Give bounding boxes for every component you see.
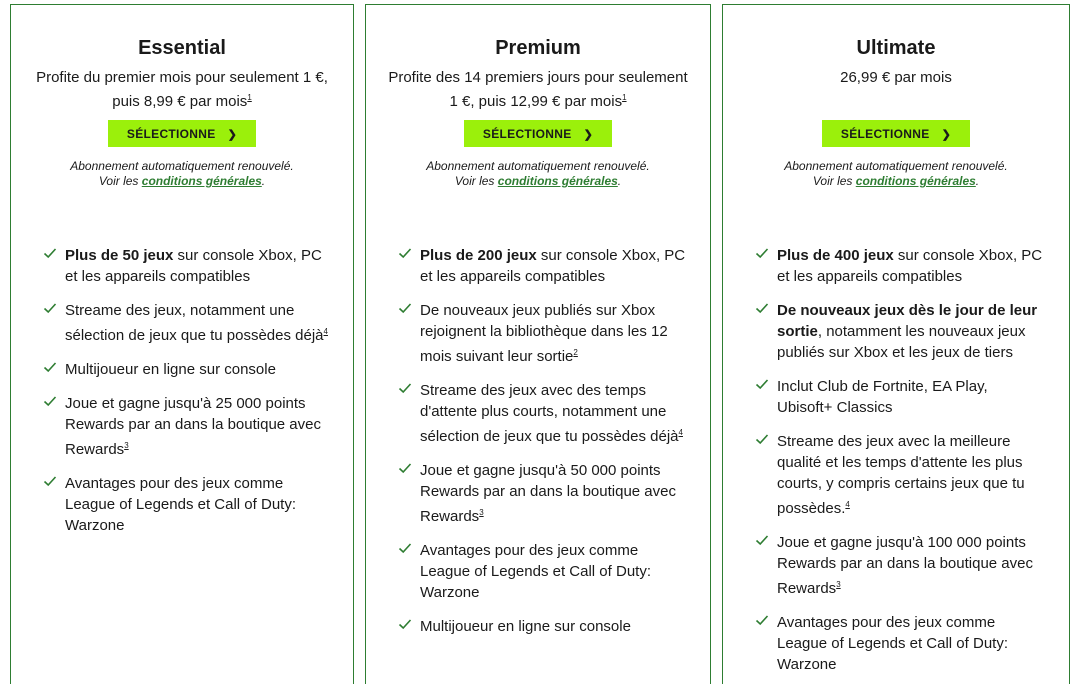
feature-text: Streame des jeux avec des temps d'attente plus courts, notamment une sélection de jeux que tu possèdes déjà: [420, 382, 679, 445]
feature-list: [11, 245, 353, 536]
price-line-1: Profite du premier mois pour seulement 1 €,: [36, 69, 328, 86]
feature-item: [45, 473, 331, 536]
footnote-link[interactable]: 1: [622, 93, 627, 102]
feature-text: Joue et gagne jusqu'à 50 000 points Rewards par an dans la boutique avec Rewards: [420, 462, 676, 525]
checkmark-icon: [43, 474, 57, 488]
renewal-notice: [11, 159, 353, 189]
feature-text: Multijoueur en ligne sur console: [65, 361, 276, 378]
checkmark-icon: [398, 301, 412, 315]
plan-title: Premium: [495, 37, 581, 59]
renewal-suffix: .: [261, 174, 266, 188]
checkmark-icon: [43, 360, 57, 374]
price-line-2: 1 €, puis 12,99 € par mois: [449, 93, 623, 110]
renewal-prefix: Voir les: [454, 174, 495, 188]
feature-text: sur console Xbox, PC et les appareils compatibles: [65, 247, 322, 285]
renewal-text: Abonnement automatiquement renouvelé.: [70, 159, 294, 173]
feature-text: De nouveaux jeux publiés sur Xbox rejoignent la bibliothèque dans les 12 mois suivant leur sortie: [420, 302, 668, 365]
checkmark-icon: [755, 533, 769, 547]
select-button-label: SÉLECTIONNE: [840, 126, 930, 141]
feature-item: [45, 393, 331, 460]
feature-item: [400, 540, 688, 603]
select-button-label: SÉLECTIONNE: [126, 126, 216, 141]
plan-price: [366, 68, 710, 110]
footnote-link[interactable]: 3: [124, 441, 129, 450]
feature-item: [45, 359, 331, 380]
terms-link[interactable]: conditions générales: [855, 174, 976, 188]
feature-text: Joue et gagne jusqu'à 100 000 points Rewards par an dans la boutique avec Rewards: [777, 534, 1033, 597]
checkmark-icon: [755, 432, 769, 446]
renewal-prefix: Voir les: [98, 174, 139, 188]
footnote-link[interactable]: 4: [323, 327, 328, 336]
feature-item: [757, 431, 1047, 519]
select-plan-button[interactable]: [108, 120, 256, 147]
feature-highlight: Plus de 400 jeux: [777, 247, 894, 264]
feature-item: [757, 532, 1047, 599]
feature-item: [757, 612, 1047, 675]
checkmark-icon: [398, 541, 412, 555]
feature-item: [400, 380, 688, 447]
checkmark-icon: [755, 377, 769, 391]
select-plan-button[interactable]: [464, 120, 612, 147]
feature-list: [723, 245, 1069, 675]
feature-text: , notamment les nouveaux jeux publiés sur Xbox et les jeux de tiers: [777, 323, 1026, 361]
renewal-notice: [723, 159, 1069, 189]
select-plan-button[interactable]: [822, 120, 970, 147]
price-line-1: 26,99 € par mois: [840, 69, 952, 86]
checkmark-icon: [398, 246, 412, 260]
checkmark-icon: [755, 613, 769, 627]
checkmark-icon: [43, 394, 57, 408]
footnote-link[interactable]: 3: [479, 508, 484, 517]
feature-highlight: Plus de 50 jeux: [65, 247, 174, 264]
plan-card-essential: [10, 4, 354, 684]
feature-item: [400, 460, 688, 527]
price-line-1: Profite des 14 premiers jours pour seulement: [388, 69, 688, 86]
renewal-suffix: .: [975, 174, 980, 188]
renewal-text: Abonnement automatiquement renouvelé.: [784, 159, 1008, 173]
feature-text: Joue et gagne jusqu'à 25 000 points Rewards par an dans la boutique avec Rewards: [65, 395, 321, 458]
renewal-notice: [366, 159, 710, 189]
plan-title: Essential: [138, 37, 226, 59]
checkmark-icon: [43, 246, 57, 260]
plan-card-premium: [365, 4, 711, 684]
checkmark-icon: [43, 301, 57, 315]
plan-card-ultimate: [722, 4, 1070, 684]
chevron-right-icon: ❯: [583, 128, 594, 141]
terms-link[interactable]: conditions générales: [141, 174, 262, 188]
footnote-link[interactable]: 4: [845, 500, 850, 509]
feature-item: [45, 300, 331, 346]
price-line-2: puis 8,99 € par mois: [112, 93, 248, 110]
renewal-text: Abonnement automatiquement renouvelé.: [426, 159, 650, 173]
feature-text: Avantages pour des jeux comme League of Legends et Call of Duty: Warzone: [65, 475, 296, 534]
feature-text: Multijoueur en ligne sur console: [420, 618, 631, 635]
terms-link[interactable]: conditions générales: [497, 174, 618, 188]
footnote-link[interactable]: 1: [247, 93, 252, 102]
feature-item: [400, 616, 688, 637]
feature-item: [757, 376, 1047, 418]
feature-item: [400, 245, 688, 287]
feature-text: Streame des jeux avec la meilleure qualité et les temps d'attente les plus courts, y compris certains jeux que tu possèdes.: [777, 433, 1025, 517]
footnote-link[interactable]: 3: [836, 580, 841, 589]
chevron-right-icon: ❯: [941, 128, 952, 141]
plan-title: Ultimate: [856, 37, 936, 59]
plan-price: [11, 68, 353, 110]
checkmark-icon: [398, 461, 412, 475]
feature-text: Avantages pour des jeux comme League of Legends et Call of Duty: Warzone: [420, 542, 651, 601]
feature-item: [757, 300, 1047, 363]
feature-text: sur console Xbox, PC et les appareils compatibles: [777, 247, 1043, 285]
footnote-link[interactable]: 4: [678, 428, 683, 437]
feature-highlight: Plus de 200 jeux: [420, 247, 537, 264]
feature-text: Inclut Club de Fortnite, EA Play, Ubisoft+ Classics: [777, 378, 988, 416]
checkmark-icon: [755, 301, 769, 315]
feature-item: [45, 245, 331, 287]
feature-text: Streame des jeux, notamment une sélection de jeux que tu possèdes déjà: [65, 302, 324, 344]
renewal-prefix: Voir les: [812, 174, 853, 188]
renewal-suffix: .: [617, 174, 622, 188]
select-button-label: SÉLECTIONNE: [482, 126, 572, 141]
plan-price: [723, 68, 1069, 110]
feature-item: [400, 300, 688, 367]
checkmark-icon: [398, 617, 412, 631]
feature-text: Avantages pour des jeux comme League of Legends et Call of Duty: Warzone: [777, 614, 1008, 673]
feature-list: [366, 245, 710, 637]
feature-highlight: De nouveaux jeux dès le jour de leur sortie: [777, 302, 1038, 340]
feature-item: [757, 245, 1047, 287]
feature-text: sur console Xbox, PC et les appareils compatibles: [420, 247, 686, 285]
checkmark-icon: [398, 381, 412, 395]
chevron-right-icon: ❯: [227, 128, 238, 141]
footnote-link[interactable]: 2: [573, 348, 578, 357]
checkmark-icon: [755, 246, 769, 260]
